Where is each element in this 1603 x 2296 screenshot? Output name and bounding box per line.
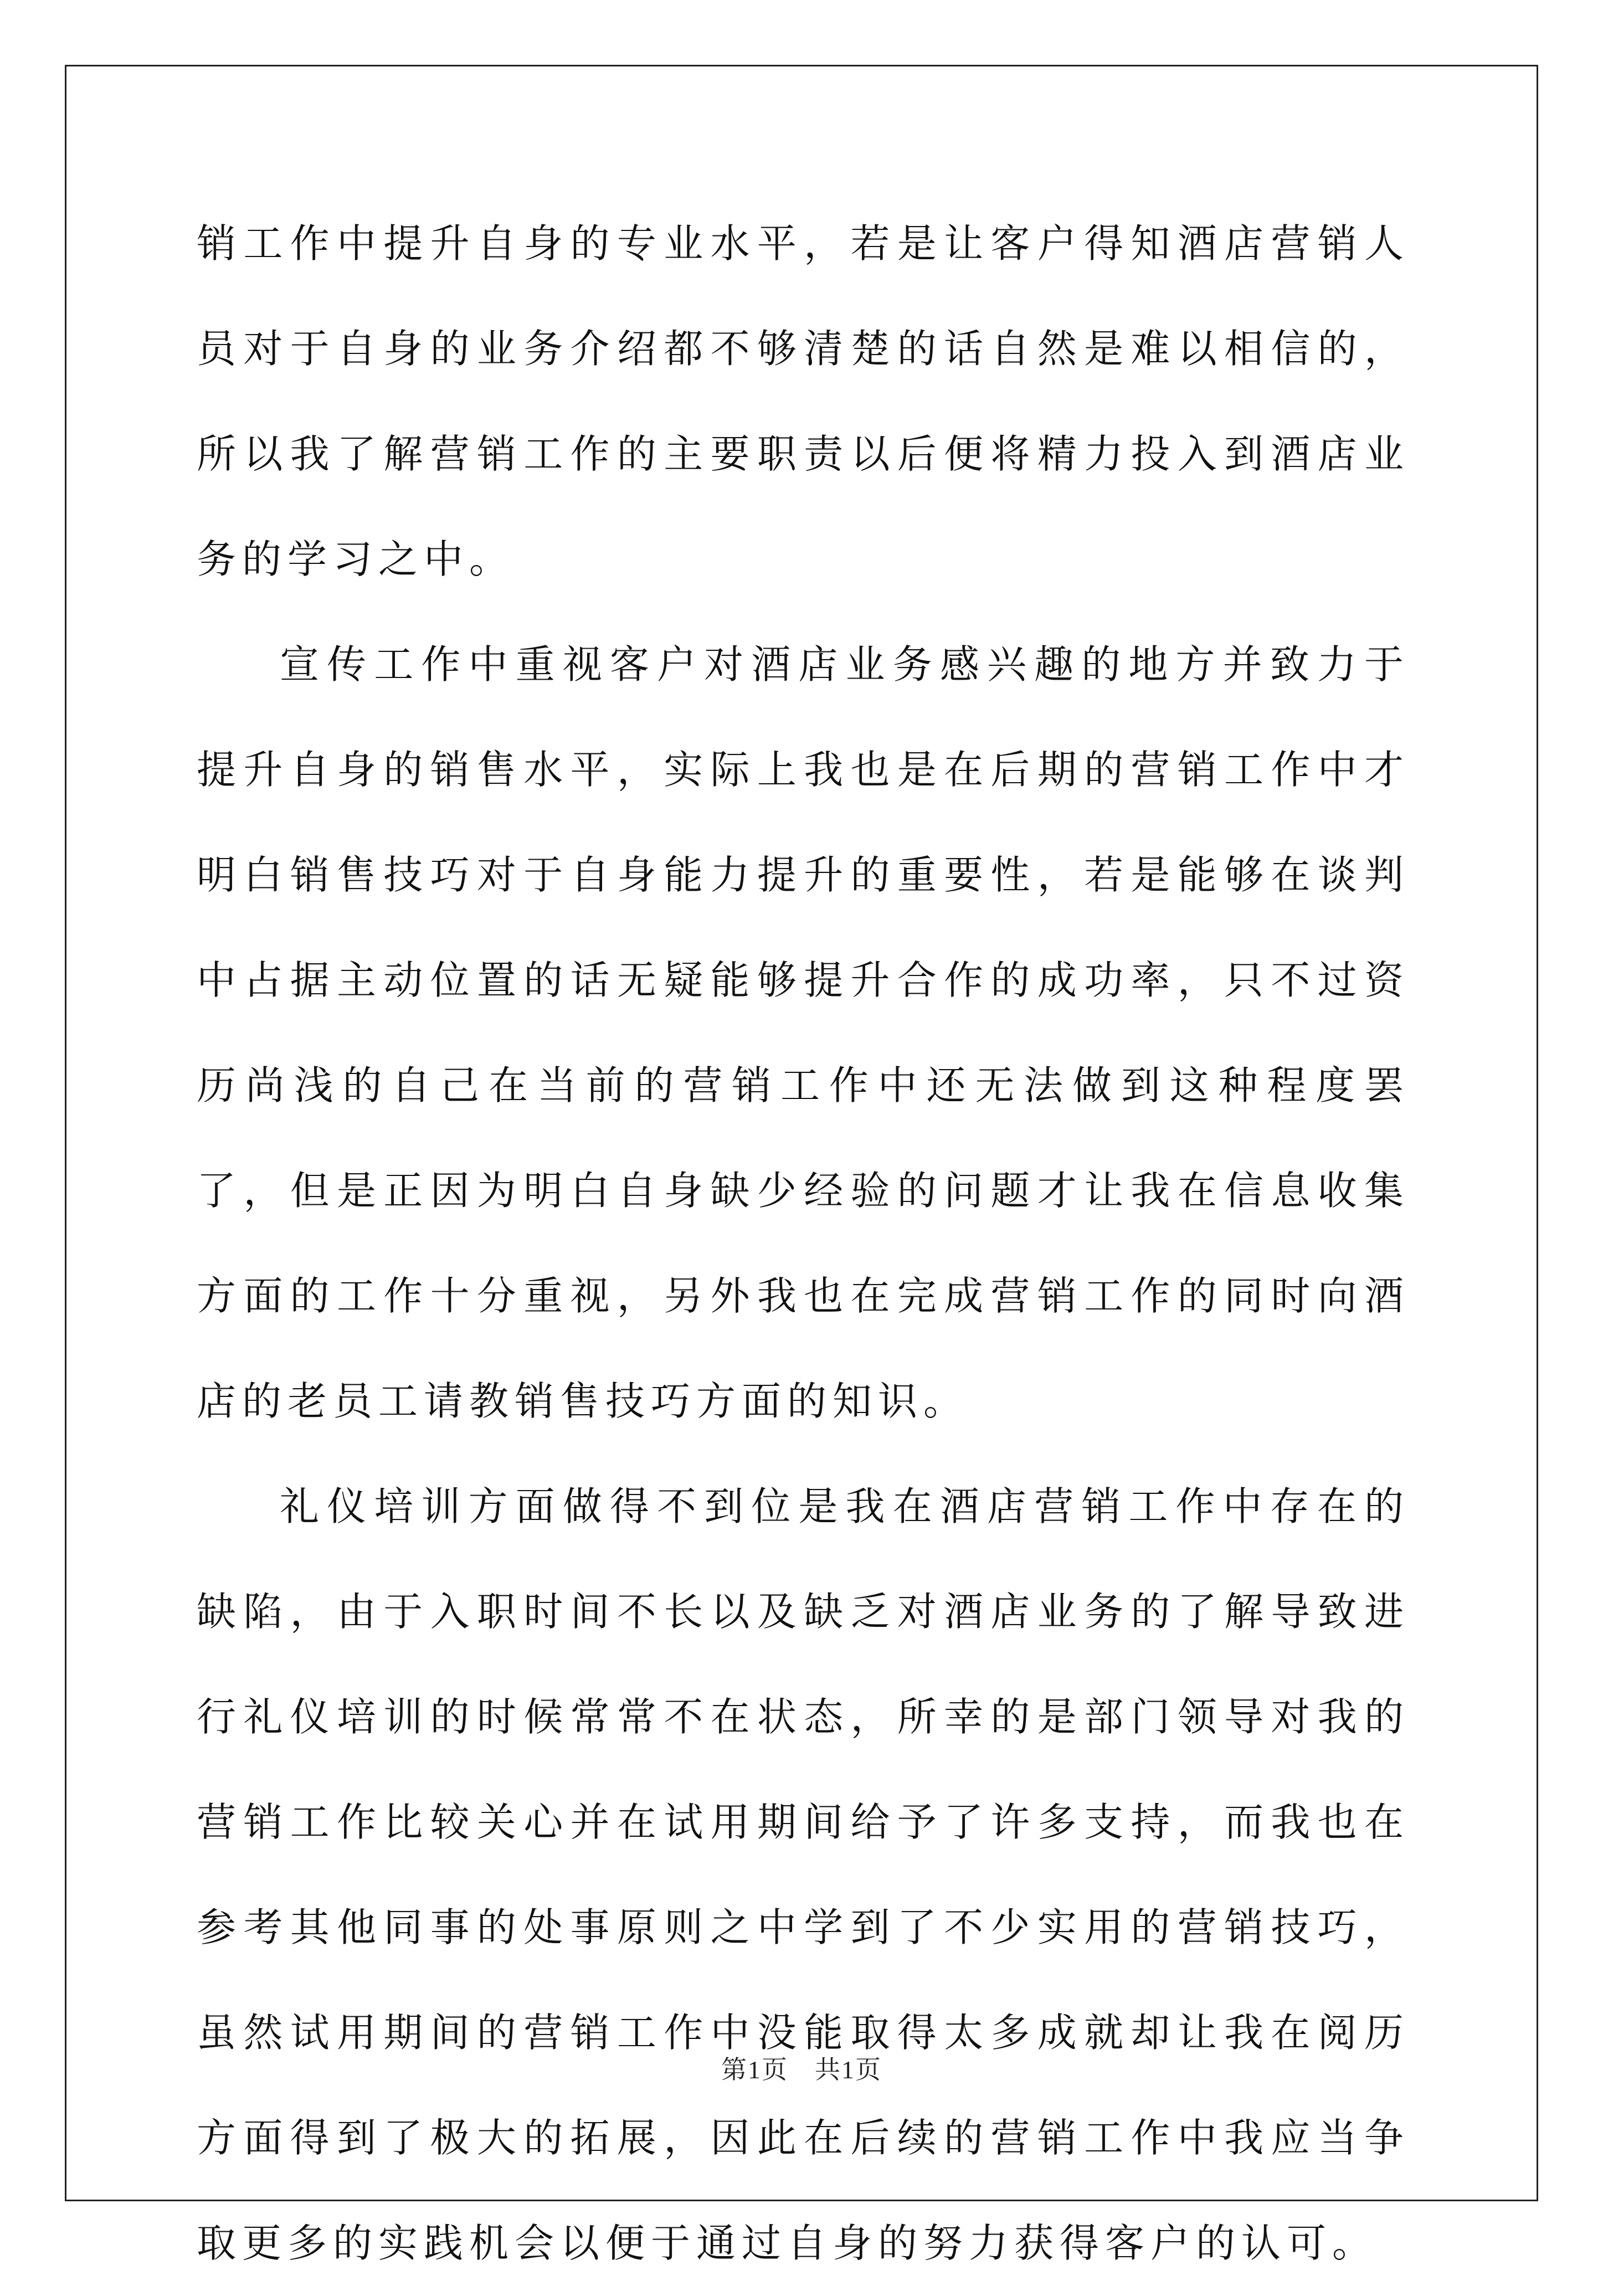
paragraph-etiquette-training: 礼仪培训方面做得不到位是我在酒店营销工作中存在的缺陷，由于入职时间不长以及缺乏对酒店业务的了解导致进行礼仪培训的时候常常不在状态，所幸的是部门领导对我的营销工作比较关心并在试用期间给予了许多支持，而我也在参考其他同事的处事原则之中学到了不少实用的营销技巧，虽然试用期间的营销工作中没能取得太多成就却让我在阅历方面得到了极大的拓展，因此在后续的营销工作中我应当争取更多的实践机会以便于通过自身的努力获得客户的认可。 [197,1483,1410,2266]
paragraph-continuation: 销工作中提升自身的专业水平，若是让客户得知酒店营销人员对于自身的业务介绍都不够清楚的话自然是难以相信的，所以我了解营销工作的主要职责以后便将精力投入到酒店业务的学习之中。 [197,220,1410,582]
page-footer [0,2050,1603,2086]
page-number-current: 第1页 [721,2056,788,2084]
page-number-total: 共1页 [815,2056,882,2084]
paragraph-sales-skills: 宣传工作中重视客户对酒店业务感兴趣的地方并致力于提升自身的销售水平，实际上我也是在后期的营销工作中才明白销售技巧对于自身能力提升的重要性，若是能够在谈判中占据主动位置的话无疑能够提升合作的成功率，只不过资历尚浅的自己在当前的营销工作中还无法做到这种程度罢了，但是正因为明白自身缺少经验的问题才让我在信息收集方面的工作十分重视，另外我也在完成营销工作的同时向酒店的老员工请教销售技巧方面的知识。 [197,641,1410,1424]
document-body [197,191,1410,2296]
